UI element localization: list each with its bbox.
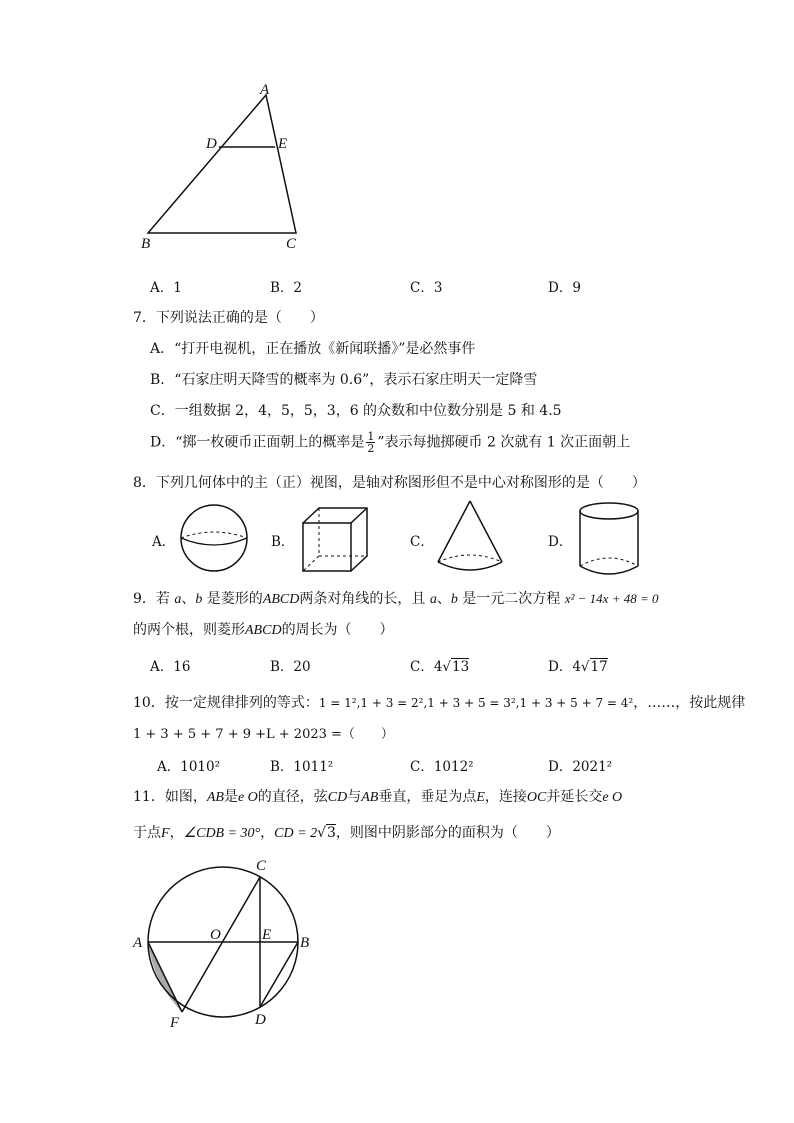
fraction-half: $\frac{1}{2}$ bbox=[367, 430, 375, 455]
q10-option-c: C．1012² bbox=[410, 759, 474, 775]
q11-line1: 11．如图，AB是e O的直径，弦CD与AB垂直，垂足为点E，连接OC并延长交e O bbox=[133, 789, 623, 805]
label-e: E bbox=[262, 927, 272, 943]
label-a: A bbox=[133, 935, 143, 951]
q7-stem: 7．下列说法正确的是（ ） bbox=[133, 310, 324, 326]
q8-option-d: D． bbox=[548, 534, 573, 550]
q7-option-b: B．“石家庄明天降雪的概率为 0.6”，表示石家庄明天一定降雪 bbox=[150, 372, 538, 388]
q8-option-c: C． bbox=[410, 534, 434, 550]
q10-equations: 1 = 1²,1 + 3 = 2²,1 + 3 + 5 = 3²,1 + 3 + 5 + 7 = 4² bbox=[318, 696, 634, 710]
cube-icon bbox=[300, 505, 372, 573]
q7-option-a: A．“打开电视机，正在播放《新闻联播》”是必然事件 bbox=[150, 341, 476, 357]
q6-option-d: D．9 bbox=[548, 280, 581, 296]
circle-figure bbox=[128, 856, 318, 1031]
q8-stem: 8．下列几何体中的主（正）视图，是轴对称图形但不是中心对称图形的是（ ） bbox=[133, 475, 646, 491]
q8-option-b: B． bbox=[271, 534, 295, 550]
sphere-icon bbox=[178, 502, 250, 574]
label-d: D bbox=[206, 136, 217, 152]
q9-option-a: A．16 bbox=[150, 659, 191, 675]
triangle-figure bbox=[130, 75, 320, 255]
q11-line2: 于点F，∠CDB = 30°，CD = 2√3，则图中阴影部分的面积为（ ） bbox=[133, 825, 560, 841]
cone-icon bbox=[434, 498, 506, 576]
q9-line1: 9．若 a、b 是菱形的ABCD两条对角线的长，且 a、b 是一元二次方程 x² − 14x + 48 = 0 bbox=[133, 591, 659, 607]
label-e: E bbox=[278, 136, 288, 152]
label-d: D bbox=[255, 1012, 266, 1028]
q10-line2: 1 + 3 + 5 + 7 + 9 +L + 2023 =（ ） bbox=[133, 727, 394, 742]
q8-option-a: A． bbox=[152, 534, 176, 550]
q9-line2: 的两个根，则菱形ABCD的周长为（ ） bbox=[133, 622, 394, 638]
q9-equation: x² − 14x + 48 = 0 bbox=[564, 591, 659, 606]
q10-option-b: B．1011² bbox=[270, 759, 334, 775]
q9-option-c: C．4√13 bbox=[410, 659, 470, 675]
label-a: A bbox=[260, 82, 270, 98]
label-b: B bbox=[141, 236, 151, 252]
q6-option-a: A．1 bbox=[150, 280, 182, 296]
label-c: C bbox=[286, 236, 297, 252]
cylinder-icon bbox=[576, 500, 642, 578]
q6-option-c: C．3 bbox=[410, 280, 443, 296]
label-o: O bbox=[210, 927, 221, 943]
q10-line1: 10．按一定规律排列的等式：1 = 1²,1 + 3 = 2²,1 + 3 + 5 = 3²,1 + 3 + 5 + 7 = 4²，……，按此规律 bbox=[133, 695, 746, 711]
label-f: F bbox=[170, 1015, 180, 1031]
q9-option-d: D．4√17 bbox=[548, 659, 608, 675]
label-c: C bbox=[256, 858, 267, 874]
q7-option-d: D．“掷一枚硬币正面朝上的概率是 $\frac{1}{2}$ ”表示每抛掷硬币 2 次就有 1 次正面朝上 bbox=[150, 430, 631, 455]
q9-option-b: B．20 bbox=[270, 659, 311, 675]
q10-option-a: A．1010² bbox=[157, 759, 221, 775]
q10-option-d: D．2021² bbox=[548, 759, 613, 775]
label-b: B bbox=[300, 935, 310, 951]
q7-option-c: C．一组数据 2，4，5，5，3，6 的众数和中位数分别是 5 和 4.5 bbox=[150, 403, 562, 419]
q6-option-b: B．2 bbox=[270, 280, 303, 296]
